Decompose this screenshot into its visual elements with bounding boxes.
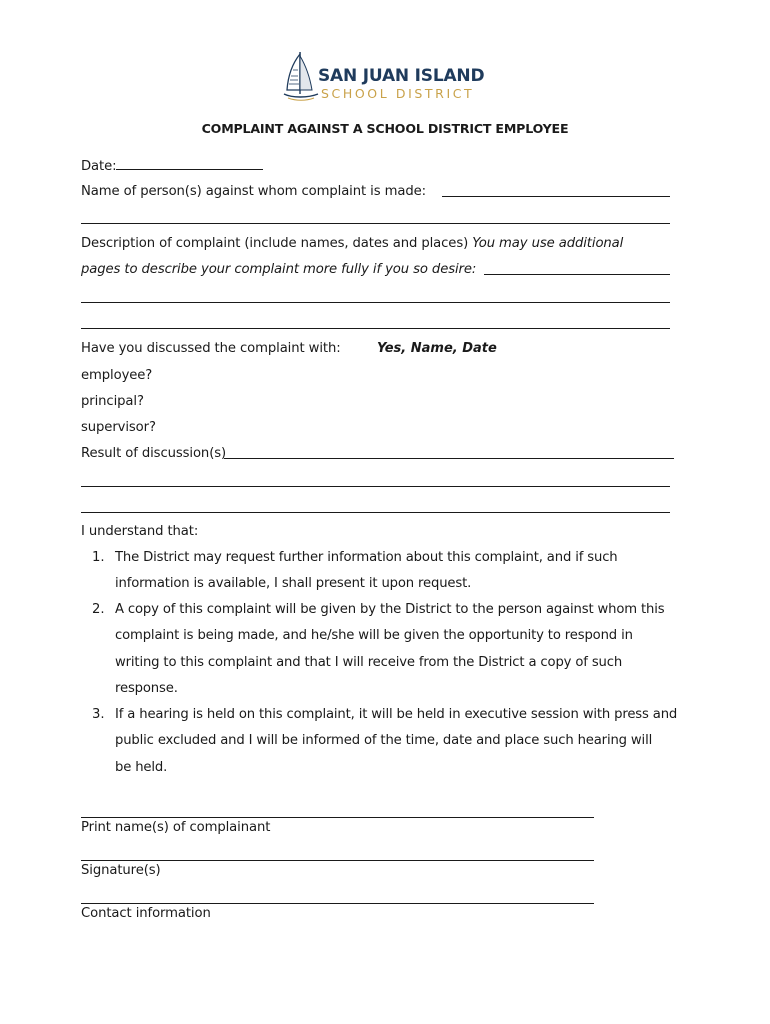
description-field-line-2[interactable] bbox=[81, 302, 670, 303]
print-name-label: Print name(s) of complainant bbox=[81, 820, 271, 835]
item-2-line-1: A copy of this complaint will be given by the District to the person against whom this bbox=[115, 602, 665, 617]
sailboat-icon bbox=[282, 50, 322, 102]
item-2-line-2: complaint is being made, and he/she will be given the opportunity to respond in bbox=[115, 628, 633, 643]
date-row bbox=[81, 156, 263, 176]
description-field[interactable] bbox=[484, 274, 670, 275]
item-2-line-4: response. bbox=[115, 681, 178, 696]
description-label: Description of complaint (include names, dates and places) bbox=[81, 236, 469, 251]
item-3-line-1: If a hearing is held on this complaint, it will be held in executive session with press and bbox=[115, 707, 678, 722]
item-3-line-3: be held. bbox=[115, 760, 168, 775]
item-1-line-1: The District may request further information about this complaint, and if such bbox=[115, 550, 618, 565]
signature-field[interactable] bbox=[81, 860, 594, 861]
description-note-1: You may use additional bbox=[472, 236, 624, 251]
result-field-line-2[interactable] bbox=[81, 486, 670, 487]
name-row bbox=[81, 183, 426, 201]
item-1-line-2: information is available, I shall present it upon request. bbox=[115, 576, 472, 591]
discussed-employee: employee? bbox=[81, 368, 153, 383]
result-label: Result of discussion(s) bbox=[81, 446, 227, 461]
item-number: 1. bbox=[92, 550, 105, 565]
description-row-2 bbox=[81, 261, 476, 279]
discussed-supervisor: supervisor? bbox=[81, 420, 156, 435]
signature-label: Signature(s) bbox=[81, 863, 161, 878]
description-note-2: pages to describe your complaint more fully if you so desire: bbox=[81, 262, 477, 277]
contact-field[interactable] bbox=[81, 903, 594, 904]
description-row bbox=[81, 235, 623, 253]
item-2-line-3: writing to this complaint and that I will receive from the District a copy of such bbox=[115, 655, 623, 670]
item-number: 2. bbox=[92, 602, 105, 617]
item-number: 3. bbox=[92, 707, 105, 722]
name-label: Name of person(s) against whom complaint is made: bbox=[81, 184, 426, 199]
date-field[interactable] bbox=[116, 156, 263, 170]
result-field-line-3[interactable] bbox=[81, 512, 670, 513]
result-field[interactable] bbox=[224, 458, 674, 459]
contact-label: Contact information bbox=[81, 906, 211, 921]
description-field-line-3[interactable] bbox=[81, 328, 670, 329]
logo-text-secondary: SCHOOL DISTRICT bbox=[321, 86, 475, 101]
understand-intro: I understand that: bbox=[81, 524, 199, 539]
name-field[interactable] bbox=[442, 196, 670, 197]
discussed-column-header: Yes, Name, Date bbox=[377, 341, 497, 356]
date-label: Date: bbox=[81, 159, 117, 174]
form-title: COMPLAINT AGAINST A SCHOOL DISTRICT EMPLOYEE bbox=[201, 121, 569, 136]
logo-text-primary: SAN JUAN ISLAND bbox=[318, 66, 485, 86]
discussed-principal: principal? bbox=[81, 394, 144, 409]
district-logo bbox=[282, 50, 492, 104]
print-name-field[interactable] bbox=[81, 817, 594, 818]
item-3-line-2: public excluded and I will be informed of the time, date and place such hearing will bbox=[115, 733, 653, 748]
discussed-label: Have you discussed the complaint with: bbox=[81, 341, 341, 356]
name-field-continued[interactable] bbox=[81, 223, 670, 224]
